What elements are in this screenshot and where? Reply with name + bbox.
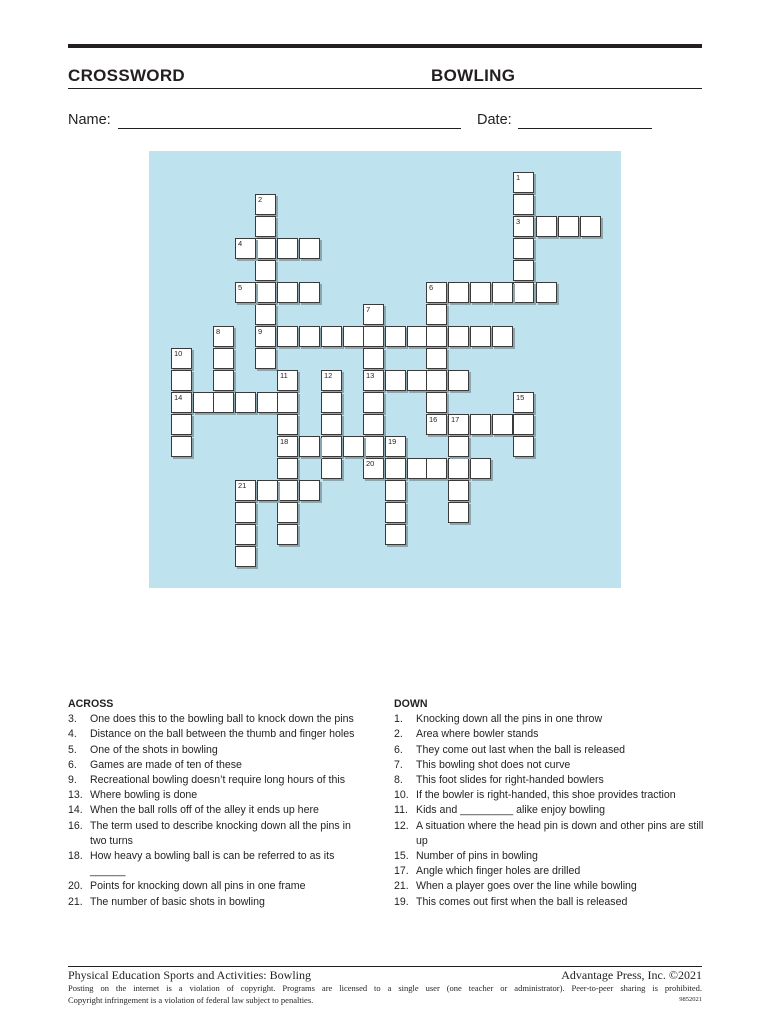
crossword-cell[interactable]: [277, 502, 298, 523]
down-clue: [394, 758, 704, 773]
crossword-cell[interactable]: [277, 238, 298, 259]
clue-number: 16.: [68, 819, 83, 832]
crossword-cell[interactable]: [470, 282, 491, 303]
crossword-cell[interactable]: [513, 282, 534, 303]
top-rule: [68, 44, 702, 48]
crossword-cell[interactable]: [255, 260, 276, 281]
down-clue: [394, 743, 704, 758]
crossword-cell[interactable]: [426, 392, 447, 413]
crossword-cell[interactable]: [363, 436, 384, 457]
crossword-cell[interactable]: [235, 502, 256, 523]
clue-text: One does this to the bowling ball to knock down the pins: [90, 713, 354, 726]
clue-text: This comes out first when the ball is released: [416, 895, 628, 908]
cell-clue-number: 16: [429, 415, 438, 424]
cell-clue-number: 20: [366, 459, 375, 468]
cell-clue-number: 1: [516, 173, 521, 182]
crossword-cell[interactable]: [255, 238, 276, 259]
crossword-cell[interactable]: [470, 326, 491, 347]
clue-text: How heavy a bowling ball is can be referred to as its ______: [90, 850, 335, 878]
cell-clue-number: 19: [388, 437, 397, 446]
crossword-cell[interactable]: [513, 194, 534, 215]
clue-number: 13.: [68, 789, 83, 802]
down-clue: [394, 819, 704, 849]
crossword-cell[interactable]: [513, 436, 534, 457]
crossword-cell[interactable]: [277, 414, 298, 435]
crossword-cell[interactable]: [277, 480, 298, 501]
down-clues: [394, 697, 704, 910]
down-clue: [394, 788, 704, 803]
crossword-cell[interactable]: [448, 436, 469, 457]
clue-number: 7.: [394, 758, 403, 771]
across-clue: [68, 743, 368, 758]
crossword-cell[interactable]: [448, 502, 469, 523]
footer-book-title: Physical Education Sports and Activities: Bowling: [68, 968, 311, 982]
crossword-cell[interactable]: [513, 392, 534, 413]
cell-clue-number: 5: [238, 283, 243, 292]
across-clue-list: [68, 712, 368, 910]
cell-clue-number: 6: [429, 283, 434, 292]
clue-number: 11.: [394, 804, 408, 817]
crossword-cell[interactable]: [426, 458, 447, 479]
crossword-cell[interactable]: [277, 436, 298, 457]
clue-text: The number of basic shots in bowling: [90, 895, 265, 908]
crossword-cell[interactable]: [255, 348, 276, 369]
cell-clue-number: 9: [258, 327, 263, 336]
crossword-cell[interactable]: [385, 458, 406, 479]
crossword-cell[interactable]: [448, 414, 469, 435]
crossword-cell[interactable]: [321, 436, 342, 457]
date-field-line[interactable]: [518, 128, 652, 129]
footer-publisher: Advantage Press, Inc. ©2021: [561, 968, 702, 982]
down-heading: DOWN: [394, 698, 428, 710]
crossword-cell[interactable]: [407, 370, 428, 391]
across-clues: [68, 697, 368, 910]
crossword-cell[interactable]: [255, 194, 276, 215]
cell-clue-number: 4: [238, 239, 243, 248]
crossword-cell[interactable]: [321, 414, 342, 435]
crossword-cell[interactable]: [558, 216, 579, 237]
clue-text: Distance on the ball between the thumb and finger holes: [90, 728, 355, 741]
clue-text: When a player goes over the line while bowling: [416, 880, 637, 893]
clue-text: Points for knocking down all pins in one frame: [90, 880, 306, 893]
crossword-cell[interactable]: [299, 282, 320, 303]
crossword-cell[interactable]: [448, 458, 469, 479]
clue-number: 21.: [394, 880, 409, 893]
crossword-cell[interactable]: [426, 326, 447, 347]
clue-text: Knocking down all the pins in one throw: [416, 713, 603, 726]
crossword-cell[interactable]: [536, 282, 557, 303]
crossword-cell[interactable]: [213, 392, 234, 413]
crossword-cell[interactable]: [277, 458, 298, 479]
crossword-cell[interactable]: [255, 282, 276, 303]
clue-number: 9.: [68, 774, 77, 787]
clue-text: This foot slides for right-handed bowlers: [416, 774, 604, 787]
crossword-cell[interactable]: [580, 216, 601, 237]
across-clue: [68, 773, 368, 788]
crossword-cell[interactable]: [321, 392, 342, 413]
clue-text: This bowling shot does not curve: [416, 758, 571, 771]
cell-clue-number: 3: [516, 217, 521, 226]
crossword-cell[interactable]: [426, 414, 447, 435]
crossword-cell[interactable]: [363, 348, 384, 369]
crossword-cell[interactable]: [363, 392, 384, 413]
crossword-cell[interactable]: [235, 480, 256, 501]
crossword-cell[interactable]: [171, 370, 192, 391]
across-clue: [68, 803, 368, 818]
crossword-cell[interactable]: [492, 326, 513, 347]
footer-code: 9852021: [679, 996, 702, 1003]
down-clue: [394, 864, 704, 879]
crossword-cell[interactable]: [299, 326, 320, 347]
crossword-cell[interactable]: [448, 326, 469, 347]
clue-number: 12.: [394, 819, 409, 832]
clue-text: Where bowling is done: [90, 789, 198, 802]
crossword-cell[interactable]: [385, 370, 406, 391]
crossword-cell[interactable]: [235, 546, 256, 567]
clue-text: Area where bowler stands: [416, 728, 539, 741]
crossword-cell[interactable]: [492, 414, 513, 435]
crossword-cell[interactable]: [363, 304, 384, 325]
clue-number: 18.: [68, 850, 83, 863]
crossword-cell[interactable]: [213, 370, 234, 391]
crossword-cell[interactable]: [426, 282, 447, 303]
down-clue: [394, 803, 704, 818]
crossword-cell[interactable]: [299, 436, 320, 457]
crossword-cell[interactable]: [513, 260, 534, 281]
crossword-cell[interactable]: [235, 238, 256, 259]
down-clue: [394, 849, 704, 864]
crossword-cell[interactable]: [448, 480, 469, 501]
cell-clue-number: 2: [258, 195, 263, 204]
clue-text: Games are made of ten of these: [90, 758, 242, 771]
across-clue: [68, 727, 368, 742]
crossword-cell[interactable]: [343, 326, 364, 347]
crossword-cell[interactable]: [407, 326, 428, 347]
clue-number: 21.: [68, 895, 83, 908]
cell-clue-number: 13: [366, 371, 375, 380]
down-clue: [394, 712, 704, 727]
cell-clue-number: 21: [238, 481, 247, 490]
cell-clue-number: 14: [174, 393, 183, 402]
crossword-cell[interactable]: [213, 326, 234, 347]
crossword-cell[interactable]: [448, 282, 469, 303]
clue-number: 6.: [68, 758, 77, 771]
crossword-cell[interactable]: [385, 326, 406, 347]
clue-number: 1.: [394, 713, 403, 726]
cell-clue-number: 15: [516, 393, 525, 402]
clue-number: 10.: [394, 789, 409, 802]
header-rule: [68, 88, 702, 89]
clue-text: Angle which finger holes are drilled: [416, 865, 581, 878]
cell-clue-number: 17: [451, 415, 460, 424]
clue-number: 5.: [68, 743, 77, 756]
cell-clue-number: 11: [280, 371, 288, 380]
crossword-cell[interactable]: [513, 216, 534, 237]
date-label: Date:: [477, 112, 512, 128]
crossword-cell[interactable]: [470, 414, 491, 435]
crossword-cell[interactable]: [470, 458, 491, 479]
across-heading: ACROSS: [68, 698, 114, 710]
footer-rule: [68, 966, 702, 967]
across-clue: [68, 758, 368, 773]
crossword-cell[interactable]: [385, 480, 406, 501]
worksheet-topic-title: BOWLING: [431, 66, 516, 85]
crossword-cell[interactable]: [448, 370, 469, 391]
clue-number: 19.: [394, 895, 409, 908]
crossword-cell[interactable]: [299, 238, 320, 259]
crossword-cell[interactable]: [277, 326, 298, 347]
clue-text: Kids and _________ alike enjoy bowling: [416, 804, 606, 817]
cell-clue-number: 10: [174, 349, 183, 358]
cell-clue-number: 12: [324, 371, 333, 380]
clue-text: They come out last when the ball is released: [416, 743, 626, 756]
crossword-cell[interactable]: [321, 458, 342, 479]
footer-infringement-notice: Copyright infringement is a violation of federal law subject to penalties.: [68, 995, 314, 1005]
crossword-cell[interactable]: [407, 458, 428, 479]
crossword-cell[interactable]: [363, 370, 384, 391]
crossword-cell[interactable]: [171, 436, 192, 457]
crossword-cell[interactable]: [426, 348, 447, 369]
crossword-cell[interactable]: [363, 414, 384, 435]
crossword-cell[interactable]: [321, 370, 342, 391]
crossword-cell[interactable]: [426, 370, 447, 391]
crossword-cell[interactable]: [235, 392, 256, 413]
down-clue: [394, 773, 704, 788]
across-clue: [68, 879, 368, 894]
crossword-cell[interactable]: [213, 348, 234, 369]
crossword-cell[interactable]: [513, 172, 534, 193]
clue-text: The term used to describe knocking down all the pins in two turns: [90, 819, 351, 847]
crossword-cell[interactable]: [257, 480, 278, 501]
crossword-cell[interactable]: [385, 524, 406, 545]
worksheet-type-title: CROSSWORD: [68, 66, 185, 85]
cell-clue-number: 18: [280, 437, 289, 446]
crossword-cell[interactable]: [363, 326, 384, 347]
down-clue: [394, 895, 704, 910]
down-clue: [394, 879, 704, 894]
crossword-cell[interactable]: [513, 414, 534, 435]
crossword-cell[interactable]: [426, 304, 447, 325]
cell-clue-number: 7: [366, 305, 371, 314]
crossword-cell[interactable]: [277, 524, 298, 545]
clue-text: One of the shots in bowling: [90, 743, 218, 756]
clue-number: 3.: [68, 713, 77, 726]
crossword-cell[interactable]: [235, 282, 256, 303]
clue-text: A situation where the head pin is down and other pins are still up: [416, 819, 704, 847]
crossword-cell[interactable]: [277, 282, 298, 303]
clue-text: If the bowler is right-handed, this shoe provides traction: [416, 789, 676, 802]
crossword-cell[interactable]: [321, 326, 342, 347]
clue-number: 2.: [394, 728, 403, 741]
crossword-cell[interactable]: [235, 524, 256, 545]
crossword-cell[interactable]: [277, 392, 298, 413]
across-clue: [68, 712, 368, 727]
across-clue: [68, 819, 368, 849]
crossword-cell[interactable]: [492, 282, 513, 303]
crossword-cell[interactable]: [277, 370, 298, 391]
crossword-cell[interactable]: [536, 216, 557, 237]
clue-number: 14.: [68, 804, 83, 817]
clue-number: 4.: [68, 728, 77, 741]
cell-clue-number: 8: [216, 327, 221, 336]
crossword-cell[interactable]: [255, 216, 276, 237]
clue-text: Number of pins in bowling: [416, 850, 538, 863]
crossword-cell[interactable]: [385, 436, 406, 457]
clue-number: 15.: [394, 850, 409, 863]
crossword-cell[interactable]: [513, 238, 534, 259]
crossword-cell[interactable]: [171, 348, 192, 369]
crossword-cell[interactable]: [385, 502, 406, 523]
clue-number: 6.: [394, 743, 403, 756]
clue-number: 8.: [394, 774, 403, 787]
clue-text: When the ball rolls off of the alley it ends up here: [90, 804, 319, 817]
crossword-cell[interactable]: [255, 326, 276, 347]
clue-number: 17.: [394, 865, 409, 878]
crossword-cell[interactable]: [363, 458, 384, 479]
name-label: Name:: [68, 112, 111, 128]
footer-copyright-notice: Posting on the internet is a violation of copyright. Programs are licensed to a single user (one teacher or administrator). Peer-to-peer sharing is prohibited.: [68, 983, 702, 993]
clue-number: 20.: [68, 880, 83, 893]
crossword-cell[interactable]: [299, 480, 320, 501]
crossword-cell[interactable]: [343, 436, 364, 457]
across-clue: [68, 895, 368, 910]
name-field-line[interactable]: [118, 128, 461, 129]
down-clue: [394, 727, 704, 742]
down-clue-list: [394, 712, 704, 910]
crossword-cell[interactable]: [171, 414, 192, 435]
across-clue: [68, 788, 368, 803]
crossword-cell[interactable]: [171, 392, 192, 413]
crossword-cell[interactable]: [257, 392, 278, 413]
clue-text: Recreational bowling doesn’t require long hours of this: [90, 774, 345, 787]
across-clue: [68, 849, 368, 879]
crossword-cell[interactable]: [255, 304, 276, 325]
crossword-cell[interactable]: [193, 392, 214, 413]
